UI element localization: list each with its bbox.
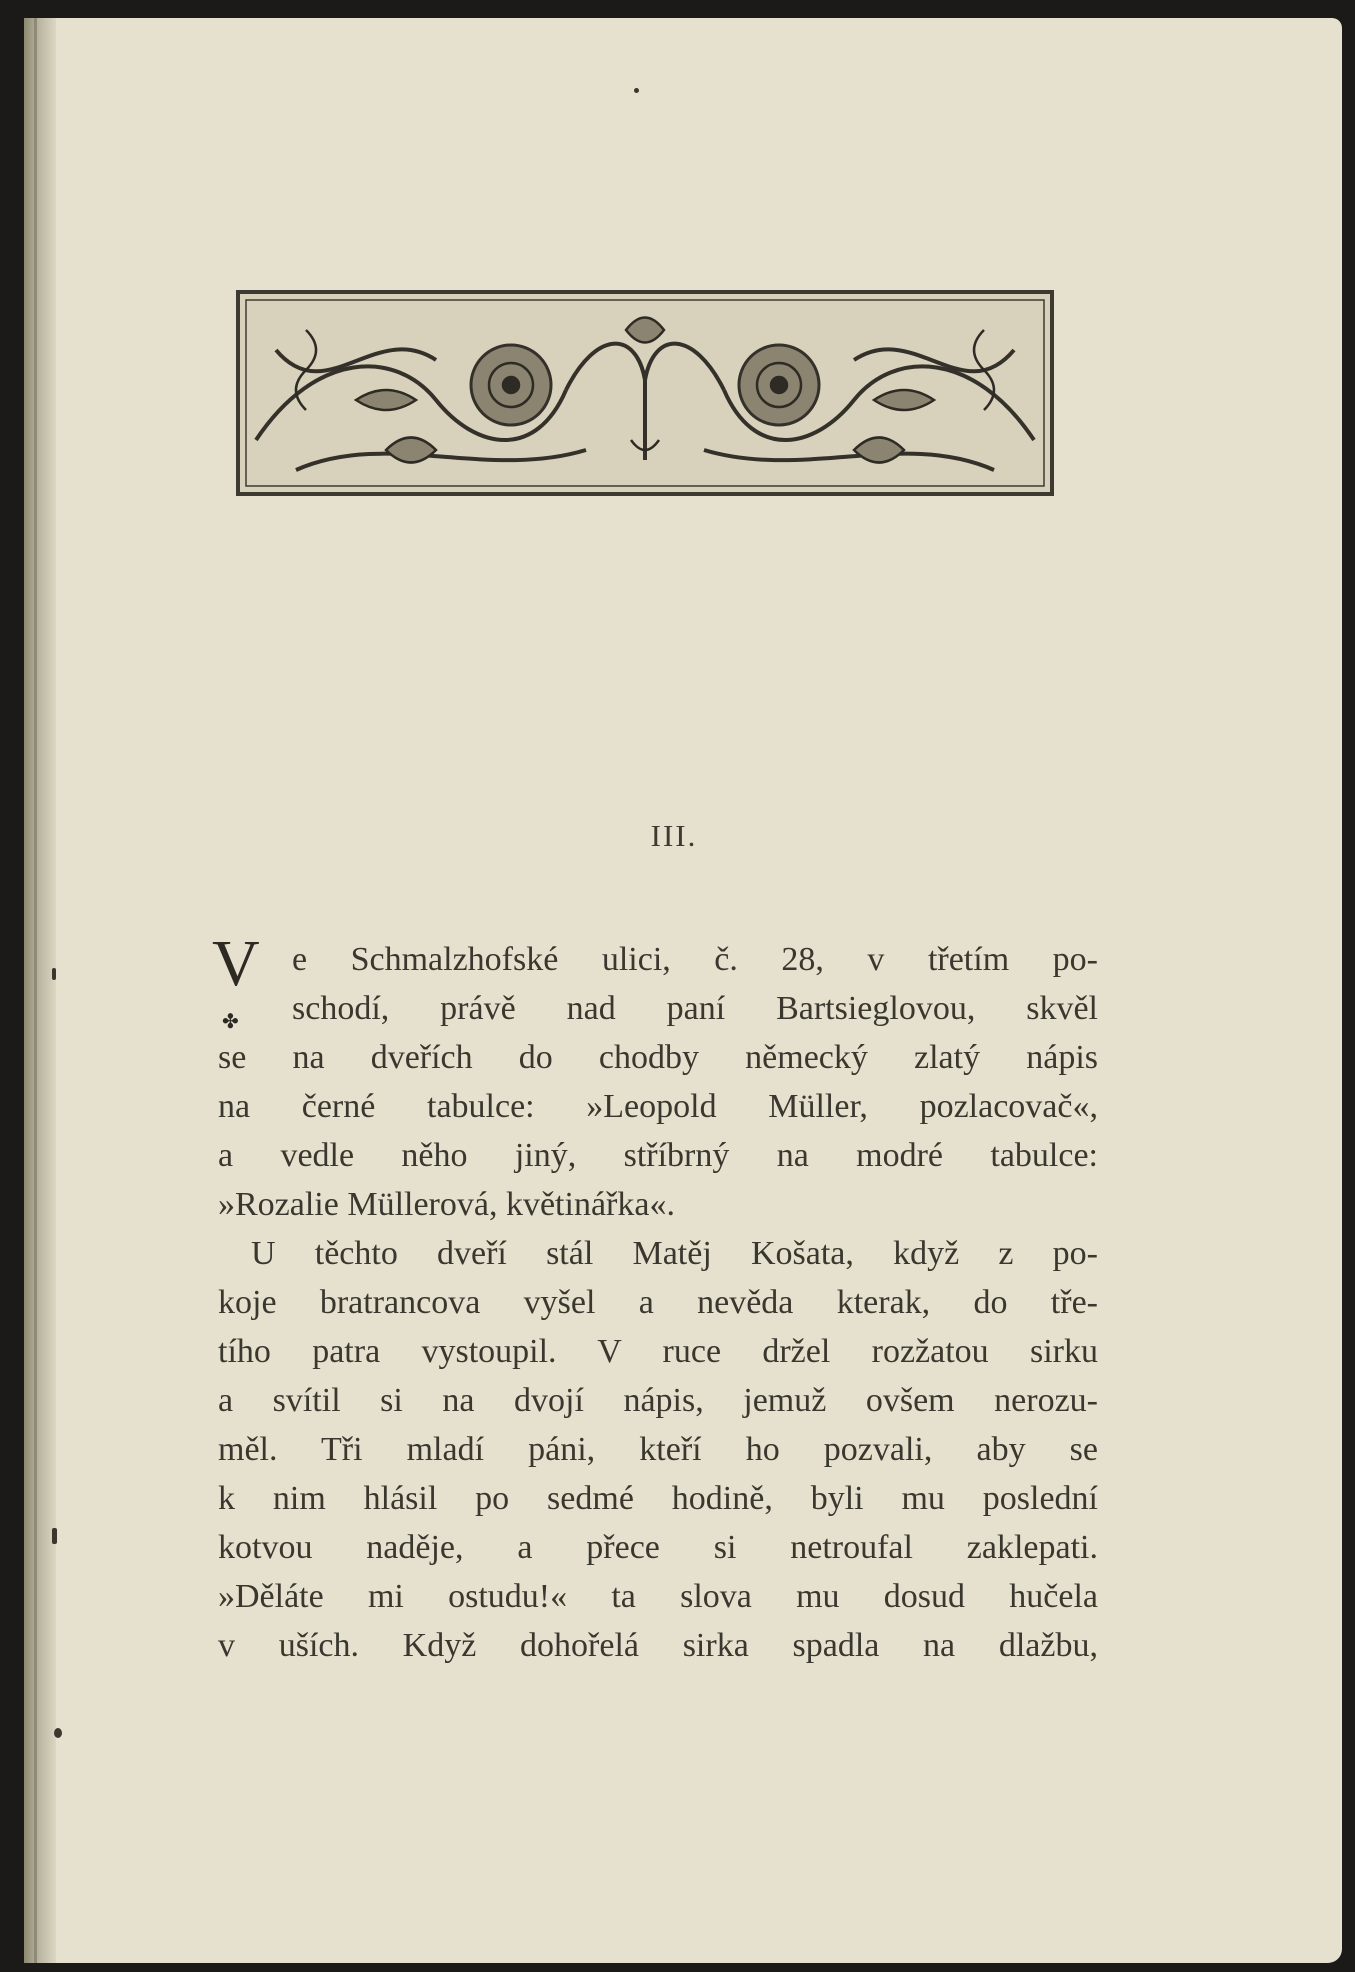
text-line: kotvou naděje, a přece si netroufal zaklepati.: [218, 1529, 1098, 1566]
ink-speck: [54, 1728, 62, 1738]
text-line: schodí, právě nad paní Bartsieglovou, skvěl: [292, 990, 1098, 1027]
text-line: v uších. Když dohořelá sirka spadla na dlažbu,: [218, 1627, 1098, 1664]
text-line: měl. Tři mladí páni, kteří ho pozvali, aby se: [218, 1431, 1098, 1468]
chapter-text: [212, 927, 1098, 1670]
text-line: »Děláte mi ostudu!« ta slova mu dosud hučela: [218, 1578, 1098, 1615]
text-line: e Schmalzhofské ulici, č. 28, v třetím po-: [292, 941, 1098, 978]
ink-speck: [634, 88, 639, 93]
floral-ornament-headpiece: [236, 290, 1054, 496]
chapter-number: III.: [650, 818, 698, 853]
text-line: koje bratrancova vyšel a nevěda kterak, do tře-: [218, 1284, 1098, 1321]
text-line: »Rozalie Müllerová, květinářka«.: [218, 1186, 675, 1223]
text-line: tího patra vystoupil. V ruce držel rozžatou sirku: [218, 1333, 1098, 1370]
text-line: k nim hlásil po sedmé hodině, byli mu poslední: [218, 1480, 1098, 1517]
dropcap-ornament: ✤: [222, 1011, 239, 1033]
text-line: na černé tabulce: »Leopold Müller, pozlacovač«,: [218, 1088, 1098, 1125]
page-gutter: [24, 18, 56, 1963]
ink-speck: [52, 1528, 57, 1544]
text-line: U těchto dveří stál Matěj Košata, když z po-: [251, 1235, 1098, 1272]
text-line: se na dveřích do chodby německý zlatý nápis: [218, 1039, 1098, 1076]
text-line: a vedle něho jiný, stříbrný na modré tabulce:: [218, 1137, 1098, 1174]
ink-speck: [52, 968, 56, 980]
book-page: [24, 18, 1342, 1963]
dropcap: V: [212, 927, 260, 1000]
text-line: a svítil si na dvojí nápis, jemuž ovšem nerozu-: [218, 1382, 1098, 1419]
